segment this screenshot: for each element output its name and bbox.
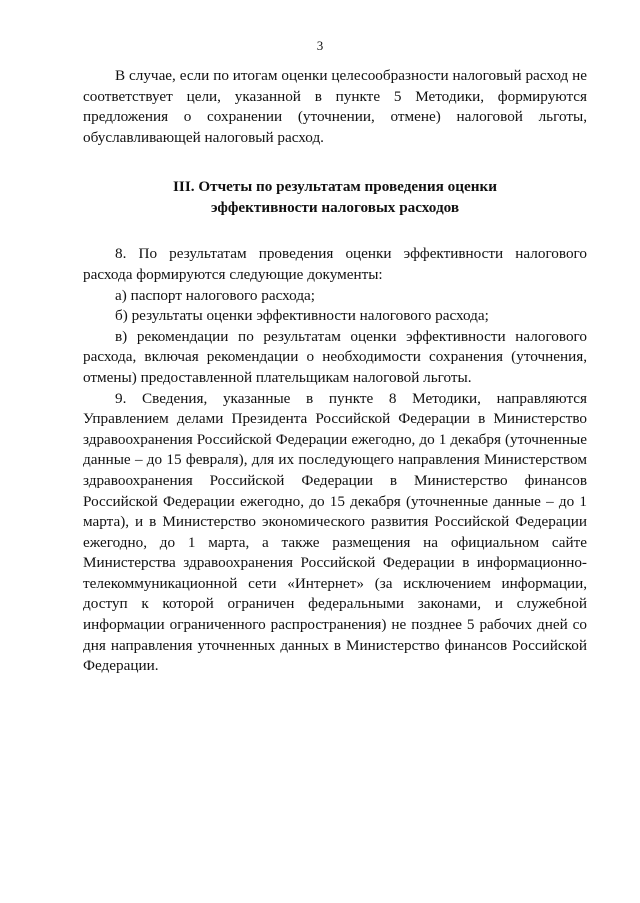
- item-8b-paragraph: б) результаты оценки эффективности налогового расхода;: [115, 307, 489, 325]
- item-8-paragraph: 8. По результатам проведения оценки эффективности налогового расхода формируются следующие документы:: [83, 245, 587, 283]
- item-8v-paragraph: в) рекомендации по результатам оценки эффективности налогового расхода, включая рекомендации о необходимости сохранения (уточнения, отмены) предоставленной плательщикам налоговой льготы.: [83, 327, 587, 386]
- page-number: 3: [316, 38, 324, 53]
- item-8a-paragraph: а) паспорт налогового расхода;: [115, 286, 316, 304]
- section-heading: [83, 176, 587, 218]
- item-9-paragraph: 9. Сведения, указанные в пункте 8 Методики, направляются Управлением делами Президента Российской Федерации в Министерство здравоохранения Российской Федерации ежегодно, до 1 декабря (уточненные данные – до 15 февраля), для их последующего направления Министерством здравоохранения Российской Федерации в Министерство финансов Российской Федерации ежегодно, до 15 декабря (уточненные данные – до 1 марта), и в Министерство экономического развития Российской Федерации ежегодно, до 1 марта, а также размещения на официальном сайте Министерства здравоохранения Российской Федерации в информационно-телекоммуникационной сети «Интернет» (за исключением информации, доступ к которой ограничен федеральными законами, и служебной информации ограниченного распространения) не позднее 5 рабочих дней со дня направления уточненных данных в Министерство финансов Российской Федерации.: [83, 389, 587, 675]
- document-body: [83, 66, 587, 677]
- intro-paragraph: В случае, если по итогам оценки целесообразности налоговый расход не соответствует цели, указанной в пункте 5 Методики, формируются предложения о сохранении (уточнении, отмене) налоговой льготы, обуславливающей налоговый расход.: [83, 67, 587, 146]
- section-title-line-2: эффективности налоговых расходов: [210, 199, 460, 217]
- section-title-line-1: III. Отчеты по результатам проведения оценки: [173, 178, 497, 196]
